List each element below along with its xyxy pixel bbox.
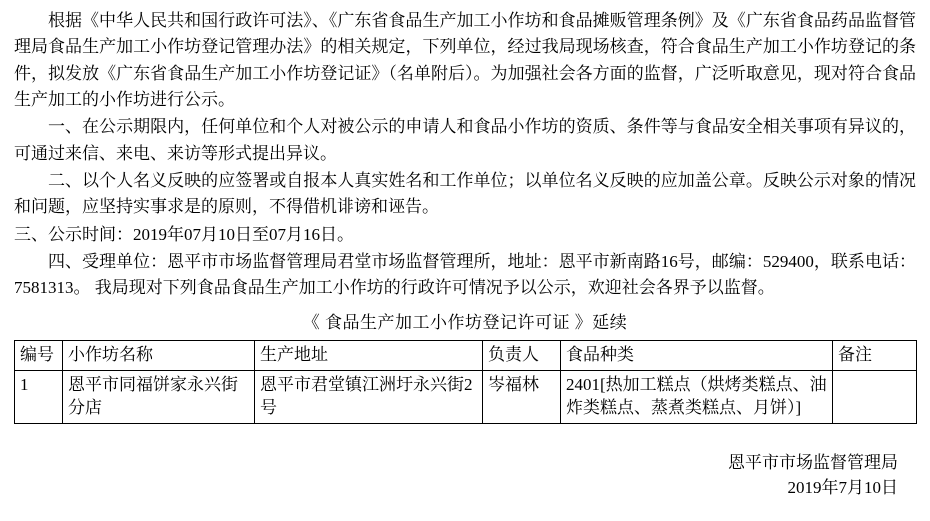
- table-row: [15, 371, 917, 424]
- paragraph-item-1: 一、在公示期限内，任何单位和个人对被公示的申请人和食品小作坊的资质、条件等与食品安全相关事项有异议的，可通过来信、来电、来访等形式提出异议。: [14, 117, 916, 163]
- table-header-remark: 备注: [833, 341, 917, 371]
- table-header-address: 生产地址: [255, 341, 483, 371]
- cell-remark: [833, 371, 917, 424]
- table-header-row: [15, 341, 917, 371]
- cell-address: 恩平市君堂镇江洲圩永兴街2号: [255, 371, 483, 424]
- table-header-person: 负责人: [483, 341, 561, 371]
- table-header-no: 编号: [15, 341, 63, 371]
- table-title: 《 食品生产加工小作坊登记许可证 》延续: [302, 312, 628, 332]
- cell-no: 1: [15, 371, 63, 424]
- cell-kind: 2401[热加工糕点（烘烤类糕点、油炸类糕点、蒸煮类糕点、月饼）]: [561, 371, 833, 424]
- signature-date: 2019年7月10日: [787, 478, 898, 498]
- signature-organization: 恩平市市场监督管理局: [728, 452, 898, 472]
- paragraph-item-3: 三、公示时间：2019年07月10日至07月16日。: [14, 224, 354, 244]
- cell-name: 恩平市同福饼家永兴街分店: [63, 371, 255, 424]
- registration-table: [14, 340, 917, 424]
- cell-person: 岑福林: [483, 371, 561, 424]
- table-header-name: 小作坊名称: [63, 341, 255, 371]
- table-header-kind: 食品种类: [561, 341, 833, 371]
- paragraph-intro: 根据《中华人民共和国行政许可法》、《广东省食品生产加工小作坊和食品摊贩管理条例》及《广东省食品药品监督管理局食品生产加工小作坊登记管理办法》的相关规定，下列单位，经过我局现场核查，符合食品生产加工小作坊登记的条件，拟发放《广东省食品生产加工小作坊登记证》（名单附后）。为加强社会各方面的监督，广泛听取意见，现对符合食品生产加工的小作坊进行公示。: [14, 11, 916, 110]
- signature-block: [14, 450, 916, 501]
- paragraph-item-4: 四、受理单位：恩平市市场监督管理局君堂市场监督管理所，地址：恩平市新南路16号，邮编：529400，联系电话：7581313。 我局现对下列食品食品生产加工小作坊的行政许可情况予以公示，欢迎社会各界予以监督。: [14, 252, 916, 298]
- paragraph-item-2: 二、以个人名义反映的应签署或自报本人真实姓名和工作单位；以单位名义反映的应加盖公章。反映公示对象的情况和问题，应坚持实事求是的原则，不得借机诽谤和诬告。: [14, 171, 916, 217]
